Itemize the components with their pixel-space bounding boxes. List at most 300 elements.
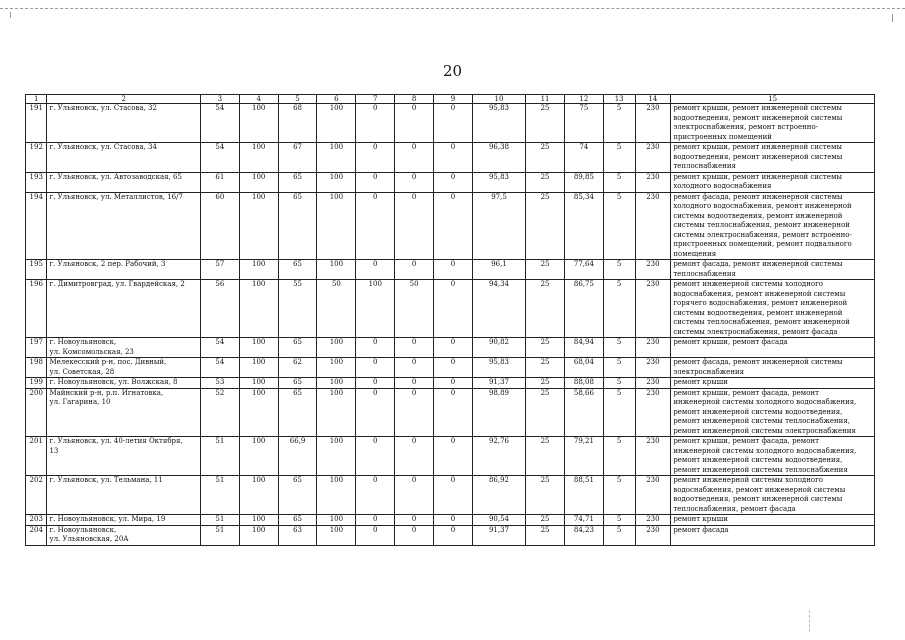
value-cell-10: 95,83 xyxy=(472,358,525,378)
value-cell-3: 51 xyxy=(200,476,239,515)
works-line: помещения xyxy=(673,249,717,258)
table-row xyxy=(26,260,875,280)
row-number: 197 xyxy=(26,338,47,358)
value-cell-12: 68,04 xyxy=(564,358,603,378)
value-cell-11: 25 xyxy=(526,260,565,280)
works-line: ремонт фасада xyxy=(673,525,729,534)
works-cell xyxy=(671,515,875,526)
value-cell-10: 96,1 xyxy=(472,260,525,280)
scan-mark xyxy=(10,12,11,18)
column-header-2: 2 xyxy=(47,95,200,104)
table-row xyxy=(26,172,875,192)
table-row xyxy=(26,378,875,389)
works-cell xyxy=(671,525,875,545)
works-line: ремонт крыши, ремонт инженерной системы xyxy=(673,104,842,112)
works-line: водоотведения, ремонт инженерной системы xyxy=(673,113,843,122)
row-number: 204 xyxy=(26,525,47,545)
value-cell-5: 65 xyxy=(278,388,317,437)
works-line: ремонт инженерной системы водоотведения, xyxy=(673,456,843,464)
value-cell-6: 100 xyxy=(317,515,356,526)
value-cell-14: 230 xyxy=(635,192,671,260)
works-line: ремонт крыши xyxy=(673,378,728,386)
address-line: ул. Советская, 28 xyxy=(49,367,115,376)
works-line: водоотведения, ремонт инженерной системы xyxy=(673,152,843,161)
value-cell-13: 5 xyxy=(603,476,635,515)
works-line: системы водоотведения, ремонт инженерной xyxy=(673,308,843,317)
works-line: ремонт крыши, ремонт инженерной системы xyxy=(673,172,842,181)
table-row xyxy=(26,525,875,545)
value-cell-14: 230 xyxy=(635,143,671,173)
works-cell xyxy=(671,476,875,515)
value-cell-8: 50 xyxy=(395,280,434,338)
works-line: теплоснабжения, ремонт фасада xyxy=(673,504,796,513)
value-cell-10: 94,34 xyxy=(472,280,525,338)
value-cell-7: 0 xyxy=(356,388,395,437)
address-cell xyxy=(47,260,200,280)
works-line: пристроенных помещений, ремонт подвального xyxy=(673,240,852,248)
works-cell xyxy=(671,358,875,378)
value-cell-7: 0 xyxy=(356,104,395,143)
value-cell-14: 230 xyxy=(635,172,671,192)
value-cell-12: 74,71 xyxy=(564,515,603,526)
works-line: системы электроснабжения, ремонт фасада xyxy=(673,327,838,336)
address-cell xyxy=(47,437,200,476)
column-header-3: 3 xyxy=(200,95,239,104)
column-header-7: 7 xyxy=(356,95,395,104)
value-cell-5: 63 xyxy=(278,525,317,545)
row-number: 198 xyxy=(26,358,47,378)
value-cell-3: 54 xyxy=(200,358,239,378)
row-number: 203 xyxy=(26,515,47,526)
works-cell xyxy=(671,388,875,437)
value-cell-3: 57 xyxy=(200,260,239,280)
address-line: г. Ульяновск, ул. Стасова, 34 xyxy=(49,143,157,151)
value-cell-7: 0 xyxy=(356,358,395,378)
works-line: электроснабжения, ремонт встроенно- xyxy=(673,123,819,131)
address-line: Мелекесский р-н, пос. Дивный, xyxy=(49,358,167,366)
row-number: 195 xyxy=(26,260,47,280)
value-cell-8: 0 xyxy=(395,143,434,173)
table-row xyxy=(26,476,875,515)
value-cell-6: 100 xyxy=(317,476,356,515)
value-cell-13: 5 xyxy=(603,338,635,358)
table-row xyxy=(26,358,875,378)
address-line: г. Новоульяновск, ул. Волжская, 8 xyxy=(49,378,178,386)
value-cell-10: 86,92 xyxy=(472,476,525,515)
value-cell-4: 100 xyxy=(239,260,278,280)
value-cell-3: 60 xyxy=(200,192,239,260)
value-cell-3: 61 xyxy=(200,172,239,192)
works-line: ремонт инженерной системы холодного xyxy=(673,476,823,484)
value-cell-7: 0 xyxy=(356,437,395,476)
address-line: г. Димитровград, ул. Гвардейская, 2 xyxy=(49,280,185,288)
value-cell-5: 65 xyxy=(278,172,317,192)
value-cell-10: 95,83 xyxy=(472,104,525,143)
works-line: электроснабжения xyxy=(673,367,745,376)
scan-top-edge xyxy=(0,8,905,9)
column-header-14: 14 xyxy=(635,95,671,104)
value-cell-8: 0 xyxy=(395,388,434,437)
value-cell-14: 230 xyxy=(635,338,671,358)
value-cell-4: 100 xyxy=(239,280,278,338)
works-line: системы теплоснабжения, ремонт инженерной xyxy=(673,221,850,229)
table-row xyxy=(26,388,875,437)
value-cell-6: 100 xyxy=(317,172,356,192)
value-cell-8: 0 xyxy=(395,338,434,358)
value-cell-4: 100 xyxy=(239,192,278,260)
address-line: Майнский р-н, р.п. Игнатовка, xyxy=(49,388,164,397)
works-line: инженерной системы холодного водоснабжения, xyxy=(673,398,857,406)
address-line: г. Новоульяновск, ул. Мира, 19 xyxy=(49,515,166,523)
value-cell-11: 25 xyxy=(526,476,565,515)
works-line: ремонт крыши, ремонт фасада, ремонт xyxy=(673,437,819,445)
value-cell-4: 100 xyxy=(239,338,278,358)
address-line: г. Новоульяновск, xyxy=(49,525,117,534)
value-cell-11: 25 xyxy=(526,525,565,545)
address-cell xyxy=(47,525,200,545)
works-line: горячего водоснабжения, ремонт инженерной xyxy=(673,299,848,307)
table-container xyxy=(25,94,875,546)
buildings-table xyxy=(25,94,875,546)
value-cell-7: 0 xyxy=(356,476,395,515)
value-cell-7: 0 xyxy=(356,172,395,192)
table-row xyxy=(26,280,875,338)
works-line: ремонт крыши, ремонт фасада, ремонт xyxy=(673,388,819,397)
value-cell-6: 100 xyxy=(317,525,356,545)
value-cell-6: 100 xyxy=(317,358,356,378)
value-cell-8: 0 xyxy=(395,358,434,378)
works-cell xyxy=(671,104,875,143)
address-cell xyxy=(47,280,200,338)
column-header-6: 6 xyxy=(317,95,356,104)
value-cell-4: 100 xyxy=(239,143,278,173)
column-header-12: 12 xyxy=(564,95,603,104)
value-cell-4: 100 xyxy=(239,515,278,526)
value-cell-11: 25 xyxy=(526,515,565,526)
value-cell-3: 51 xyxy=(200,525,239,545)
works-cell xyxy=(671,378,875,389)
value-cell-6: 100 xyxy=(317,143,356,173)
value-cell-11: 25 xyxy=(526,388,565,437)
value-cell-13: 5 xyxy=(603,358,635,378)
value-cell-13: 5 xyxy=(603,143,635,173)
value-cell-5: 67 xyxy=(278,143,317,173)
address-cell xyxy=(47,172,200,192)
row-number: 196 xyxy=(26,280,47,338)
works-cell xyxy=(671,143,875,173)
table-row xyxy=(26,143,875,173)
value-cell-5: 68 xyxy=(278,104,317,143)
value-cell-9: 0 xyxy=(434,358,473,378)
value-cell-13: 5 xyxy=(603,515,635,526)
value-cell-10: 92,76 xyxy=(472,437,525,476)
scan-mark xyxy=(892,14,893,22)
address-cell xyxy=(47,476,200,515)
value-cell-10: 96,38 xyxy=(472,143,525,173)
value-cell-5: 62 xyxy=(278,358,317,378)
value-cell-7: 100 xyxy=(356,280,395,338)
row-number: 201 xyxy=(26,437,47,476)
value-cell-10: 90,82 xyxy=(472,338,525,358)
works-line: теплоснабжения xyxy=(673,269,736,278)
value-cell-5: 65 xyxy=(278,515,317,526)
value-cell-8: 0 xyxy=(395,104,434,143)
value-cell-14: 230 xyxy=(635,260,671,280)
value-cell-12: 79,21 xyxy=(564,437,603,476)
works-line: холодного водоснабжения xyxy=(673,182,772,190)
works-line: ремонт инженерной системы теплоснабжения xyxy=(673,465,848,474)
works-cell xyxy=(671,172,875,192)
value-cell-4: 100 xyxy=(239,104,278,143)
value-cell-6: 100 xyxy=(317,192,356,260)
value-cell-10: 97,5 xyxy=(472,192,525,260)
address-cell xyxy=(47,378,200,389)
value-cell-7: 0 xyxy=(356,192,395,260)
value-cell-13: 5 xyxy=(603,378,635,389)
works-line: ремонт инженерной системы теплоснабжения, xyxy=(673,417,850,425)
value-cell-12: 88,51 xyxy=(564,476,603,515)
value-cell-8: 0 xyxy=(395,260,434,280)
value-cell-13: 5 xyxy=(603,437,635,476)
value-cell-7: 0 xyxy=(356,525,395,545)
value-cell-4: 100 xyxy=(239,388,278,437)
value-cell-3: 54 xyxy=(200,143,239,173)
value-cell-6: 100 xyxy=(317,388,356,437)
value-cell-9: 0 xyxy=(434,104,473,143)
value-cell-12: 88,08 xyxy=(564,378,603,389)
row-number: 193 xyxy=(26,172,47,192)
works-line: инженерной системы холодного водоснабжения, xyxy=(673,446,857,455)
value-cell-5: 65 xyxy=(278,338,317,358)
value-cell-14: 230 xyxy=(635,104,671,143)
value-cell-8: 0 xyxy=(395,476,434,515)
value-cell-13: 5 xyxy=(603,388,635,437)
works-cell xyxy=(671,260,875,280)
address-line: г. Ульяновск, ул. Стасова, 32 xyxy=(49,104,157,112)
value-cell-11: 25 xyxy=(526,338,565,358)
works-line: водоотведения, ремонт инженерной системы xyxy=(673,495,843,503)
value-cell-11: 25 xyxy=(526,358,565,378)
value-cell-12: 86,75 xyxy=(564,280,603,338)
works-line: системы теплоснабжения, ремонт инженерной xyxy=(673,318,850,326)
value-cell-11: 25 xyxy=(526,192,565,260)
value-cell-11: 25 xyxy=(526,104,565,143)
works-cell xyxy=(671,280,875,338)
value-cell-12: 89,85 xyxy=(564,172,603,192)
column-header-11: 11 xyxy=(526,95,565,104)
value-cell-7: 0 xyxy=(356,378,395,389)
works-line: ремонт инженерной системы холодного xyxy=(673,280,823,288)
value-cell-5: 65 xyxy=(278,378,317,389)
address-cell xyxy=(47,388,200,437)
row-number: 200 xyxy=(26,388,47,437)
value-cell-7: 0 xyxy=(356,515,395,526)
value-cell-13: 5 xyxy=(603,104,635,143)
value-cell-5: 65 xyxy=(278,192,317,260)
value-cell-9: 0 xyxy=(434,143,473,173)
address-line: г. Ульяновск, ул. Автозаводская, 65 xyxy=(49,172,182,181)
value-cell-3: 52 xyxy=(200,388,239,437)
address-cell xyxy=(47,192,200,260)
works-line: системы электроснабжения, ремонт встроенно- xyxy=(673,230,852,239)
works-line: ремонт фасада, ремонт инженерной системы xyxy=(673,260,843,268)
works-line: холодного водоснабжения, ремонт инженерной xyxy=(673,202,852,210)
address-line: г. Ульяновск, ул. 40-летия Октября, xyxy=(49,437,183,445)
table-row xyxy=(26,192,875,260)
value-cell-9: 0 xyxy=(434,280,473,338)
row-number: 202 xyxy=(26,476,47,515)
table-row xyxy=(26,515,875,526)
value-cell-14: 230 xyxy=(635,388,671,437)
column-header-9: 9 xyxy=(434,95,473,104)
value-cell-12: 84,94 xyxy=(564,338,603,358)
works-line: водоснабжения, ремонт инженерной системы xyxy=(673,485,846,494)
value-cell-14: 230 xyxy=(635,515,671,526)
value-cell-13: 5 xyxy=(603,192,635,260)
value-cell-6: 100 xyxy=(317,338,356,358)
value-cell-6: 100 xyxy=(317,437,356,476)
value-cell-12: 74 xyxy=(564,143,603,173)
address-line: г. Ульяновск, 2 пер. Рабочий, 3 xyxy=(49,260,166,268)
value-cell-10: 91,37 xyxy=(472,525,525,545)
value-cell-11: 25 xyxy=(526,172,565,192)
value-cell-14: 230 xyxy=(635,525,671,545)
value-cell-13: 5 xyxy=(603,172,635,192)
row-number: 192 xyxy=(26,143,47,173)
value-cell-12: 84,23 xyxy=(564,525,603,545)
works-cell xyxy=(671,338,875,358)
table-row xyxy=(26,338,875,358)
address-line: ул. Комсомольская, 23 xyxy=(49,347,134,356)
value-cell-10: 91,37 xyxy=(472,378,525,389)
works-line: пристроенных помещений xyxy=(673,132,772,141)
column-header-15: 15 xyxy=(671,95,875,104)
value-cell-14: 230 xyxy=(635,280,671,338)
value-cell-14: 230 xyxy=(635,476,671,515)
value-cell-7: 0 xyxy=(356,338,395,358)
table-body xyxy=(26,104,875,546)
value-cell-12: 85,34 xyxy=(564,192,603,260)
row-number: 194 xyxy=(26,192,47,260)
column-header-1: 1 xyxy=(26,95,47,104)
row-number: 191 xyxy=(26,104,47,143)
value-cell-4: 100 xyxy=(239,172,278,192)
value-cell-6: 100 xyxy=(317,378,356,389)
address-line: 13 xyxy=(49,446,59,455)
value-cell-9: 0 xyxy=(434,476,473,515)
column-header-8: 8 xyxy=(395,95,434,104)
works-line: ремонт крыши, ремонт фасада xyxy=(673,338,788,346)
works-line: водоснабжения, ремонт инженерной системы xyxy=(673,289,846,298)
value-cell-9: 0 xyxy=(434,515,473,526)
value-cell-8: 0 xyxy=(395,437,434,476)
value-cell-8: 0 xyxy=(395,192,434,260)
value-cell-10: 90,54 xyxy=(472,515,525,526)
address-line: г. Ульяновск, ул. Металлистов, 16/7 xyxy=(49,192,183,201)
works-line: теплоснабжения xyxy=(673,162,736,170)
value-cell-10: 98,89 xyxy=(472,388,525,437)
value-cell-11: 25 xyxy=(526,437,565,476)
value-cell-5: 55 xyxy=(278,280,317,338)
header-row xyxy=(26,95,875,104)
value-cell-7: 0 xyxy=(356,143,395,173)
value-cell-3: 51 xyxy=(200,437,239,476)
works-cell xyxy=(671,192,875,260)
works-line: ремонт инженерной системы водоотведения, xyxy=(673,407,843,416)
works-line: системы водоотведения, ремонт инженерной xyxy=(673,211,843,220)
value-cell-6: 50 xyxy=(317,280,356,338)
address-line: г. Новоульяновск, xyxy=(49,338,117,346)
value-cell-6: 100 xyxy=(317,104,356,143)
address-line: г. Ульяновск, ул. Тельмана, 11 xyxy=(49,476,163,484)
value-cell-3: 53 xyxy=(200,378,239,389)
value-cell-3: 54 xyxy=(200,338,239,358)
address-cell xyxy=(47,338,200,358)
value-cell-14: 230 xyxy=(635,437,671,476)
value-cell-8: 0 xyxy=(395,378,434,389)
address-cell xyxy=(47,104,200,143)
value-cell-9: 0 xyxy=(434,260,473,280)
works-line: ремонт крыши xyxy=(673,515,728,523)
value-cell-11: 25 xyxy=(526,143,565,173)
value-cell-5: 65 xyxy=(278,260,317,280)
column-header-5: 5 xyxy=(278,95,317,104)
value-cell-3: 54 xyxy=(200,104,239,143)
column-header-10: 10 xyxy=(472,95,525,104)
value-cell-9: 0 xyxy=(434,378,473,389)
value-cell-4: 100 xyxy=(239,476,278,515)
value-cell-8: 0 xyxy=(395,525,434,545)
value-cell-10: 95,83 xyxy=(472,172,525,192)
value-cell-9: 0 xyxy=(434,388,473,437)
value-cell-11: 25 xyxy=(526,280,565,338)
works-line: ремонт инженерной системы электроснабжения xyxy=(673,426,856,435)
table-row xyxy=(26,437,875,476)
value-cell-8: 0 xyxy=(395,172,434,192)
value-cell-7: 0 xyxy=(356,260,395,280)
value-cell-3: 56 xyxy=(200,280,239,338)
value-cell-14: 230 xyxy=(635,358,671,378)
address-cell xyxy=(47,358,200,378)
page-number: 20 xyxy=(442,62,463,80)
address-line: ул. Гагарина, 10 xyxy=(49,398,111,406)
value-cell-13: 5 xyxy=(603,260,635,280)
value-cell-13: 5 xyxy=(603,280,635,338)
value-cell-12: 77,64 xyxy=(564,260,603,280)
value-cell-12: 58,66 xyxy=(564,388,603,437)
value-cell-12: 75 xyxy=(564,104,603,143)
row-number: 199 xyxy=(26,378,47,389)
value-cell-9: 0 xyxy=(434,192,473,260)
value-cell-9: 0 xyxy=(434,525,473,545)
column-header-13: 13 xyxy=(603,95,635,104)
value-cell-13: 5 xyxy=(603,525,635,545)
works-line: ремонт крыши, ремонт инженерной системы xyxy=(673,143,842,151)
scan-mark xyxy=(809,610,810,632)
address-line: ул. Ульяновская, 20А xyxy=(49,535,129,543)
works-line: ремонт фасада, ремонт инженерной системы xyxy=(673,358,843,366)
value-cell-11: 25 xyxy=(526,378,565,389)
value-cell-5: 66,9 xyxy=(278,437,317,476)
address-cell xyxy=(47,143,200,173)
value-cell-8: 0 xyxy=(395,515,434,526)
table-row xyxy=(26,104,875,143)
value-cell-4: 100 xyxy=(239,437,278,476)
value-cell-3: 51 xyxy=(200,515,239,526)
column-header-4: 4 xyxy=(239,95,278,104)
address-cell xyxy=(47,515,200,526)
value-cell-9: 0 xyxy=(434,172,473,192)
